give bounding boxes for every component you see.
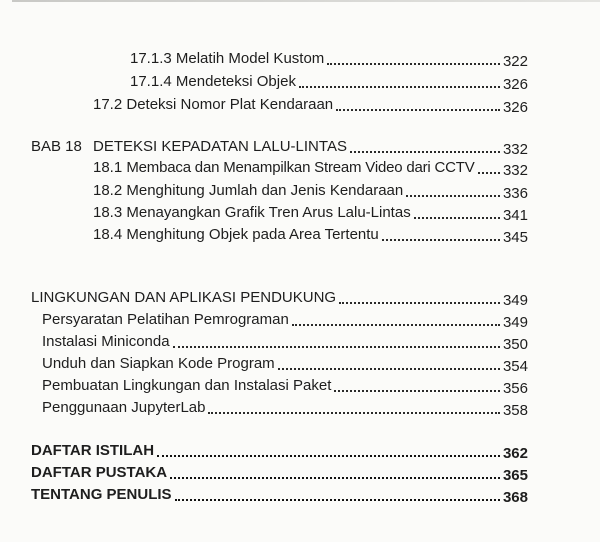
toc-entry-title: Membaca dan Menampilkan Stream Video dari CCTV bbox=[126, 159, 475, 176]
toc-entry-number: 18.3 bbox=[93, 204, 123, 221]
leader-dots bbox=[173, 346, 500, 348]
leader-dots bbox=[157, 455, 500, 457]
toc-page-number: 356 bbox=[502, 380, 528, 397]
toc-entry-number: 18.1 bbox=[93, 159, 123, 176]
back-matter-title: TENTANG PENULIS bbox=[31, 486, 172, 503]
toc-page-number: 326 bbox=[502, 76, 528, 93]
toc-page-number: 349 bbox=[502, 314, 528, 331]
toc-entry-title: Menghitung Jumlah dan Jenis Kendaraan bbox=[126, 182, 404, 199]
back-matter-title: DAFTAR PUSTAKA bbox=[31, 464, 168, 481]
toc-page-number: 322 bbox=[502, 53, 528, 70]
toc-entry-title: Deteksi Nomor Plat Kendaraan bbox=[126, 96, 334, 113]
toc-page-number: 349 bbox=[502, 292, 528, 309]
leader-dots bbox=[382, 239, 500, 241]
toc-entry-number: 17.1.4 bbox=[130, 73, 172, 90]
leader-dots bbox=[292, 324, 500, 326]
toc-page-number: 350 bbox=[502, 336, 528, 353]
toc-entry-number: 17.2 bbox=[93, 96, 123, 113]
toc-entry-title: Melatih Model Kustom bbox=[175, 50, 325, 67]
leader-dots bbox=[406, 195, 500, 197]
toc-entry-17-2 bbox=[93, 94, 528, 114]
appendix-title: LINGKUNGAN DAN APLIKASI PENDUKUNG bbox=[31, 289, 337, 306]
toc-page-number: 345 bbox=[502, 229, 528, 246]
toc-entry-18-3 bbox=[93, 202, 528, 222]
leader-dots bbox=[334, 390, 500, 392]
leader-dots bbox=[278, 368, 500, 370]
leader-dots bbox=[299, 86, 500, 88]
toc-entry-title: Penggunaan JupyterLab bbox=[42, 399, 206, 416]
toc-page-number: 332 bbox=[502, 141, 528, 158]
toc-back-matter-bibliography bbox=[31, 462, 528, 482]
toc-page-number: 341 bbox=[502, 207, 528, 224]
leader-dots bbox=[478, 172, 500, 174]
chapter-title: DETEKSI KEPADATAN LALU-LINTAS bbox=[93, 138, 347, 155]
leader-dots bbox=[327, 63, 500, 65]
toc-appendix bbox=[31, 287, 528, 307]
toc-page-number: 365 bbox=[502, 467, 528, 484]
leader-dots bbox=[175, 499, 500, 501]
toc-entry-title: Mendeteksi Objek bbox=[175, 73, 296, 90]
toc-page-number: 336 bbox=[502, 185, 528, 202]
toc-entry-18-2 bbox=[93, 180, 528, 200]
toc-page-number: 332 bbox=[502, 162, 528, 179]
toc-entry-title: Pembuatan Lingkungan dan Instalasi Paket bbox=[42, 377, 332, 394]
toc-entry-18-1 bbox=[93, 157, 528, 177]
toc-entry-number: 17.1.3 bbox=[130, 50, 172, 67]
toc-back-matter-glossary bbox=[31, 440, 528, 460]
toc-entry-title: Instalasi Miniconda bbox=[42, 333, 170, 350]
toc-chapter-18 bbox=[31, 136, 528, 156]
toc-entry-17-1-3 bbox=[130, 48, 528, 68]
leader-dots bbox=[350, 151, 500, 153]
toc-entry-title: Persyaratan Pelatihan Pemrograman bbox=[42, 311, 289, 328]
leader-dots bbox=[208, 412, 499, 414]
toc-entry-title: Unduh dan Siapkan Kode Program bbox=[42, 355, 275, 372]
leader-dots bbox=[339, 302, 500, 304]
toc-entry-17-1-4 bbox=[130, 71, 528, 91]
toc-page-number: 326 bbox=[502, 99, 528, 116]
chapter-label: BAB 18 bbox=[31, 138, 82, 155]
toc-appendix-entry bbox=[42, 375, 528, 395]
toc-entry-number: 18.4 bbox=[93, 226, 123, 243]
toc-appendix-entry bbox=[42, 331, 528, 351]
toc-appendix-entry bbox=[42, 397, 528, 417]
leader-dots bbox=[414, 217, 500, 219]
leader-dots bbox=[170, 477, 500, 479]
toc-page-number: 358 bbox=[502, 402, 528, 419]
toc-entry-18-4 bbox=[93, 224, 528, 244]
toc-back-matter-author bbox=[31, 484, 528, 504]
toc-appendix-entry bbox=[42, 353, 528, 373]
toc-entry-number: 18.2 bbox=[93, 182, 123, 199]
back-matter-title: DAFTAR ISTILAH bbox=[31, 442, 155, 459]
toc-page-number: 368 bbox=[502, 489, 528, 506]
toc-page-number: 362 bbox=[502, 445, 528, 462]
toc-entry-title: Menayangkan Grafik Tren Arus Lalu-Lintas bbox=[126, 204, 411, 221]
top-edge-rule bbox=[12, 0, 600, 2]
leader-dots bbox=[336, 109, 500, 111]
toc-appendix-entry bbox=[42, 309, 528, 329]
toc-entry-title: Menghitung Objek pada Area Tertentu bbox=[126, 226, 379, 243]
toc-page-number: 354 bbox=[502, 358, 528, 375]
